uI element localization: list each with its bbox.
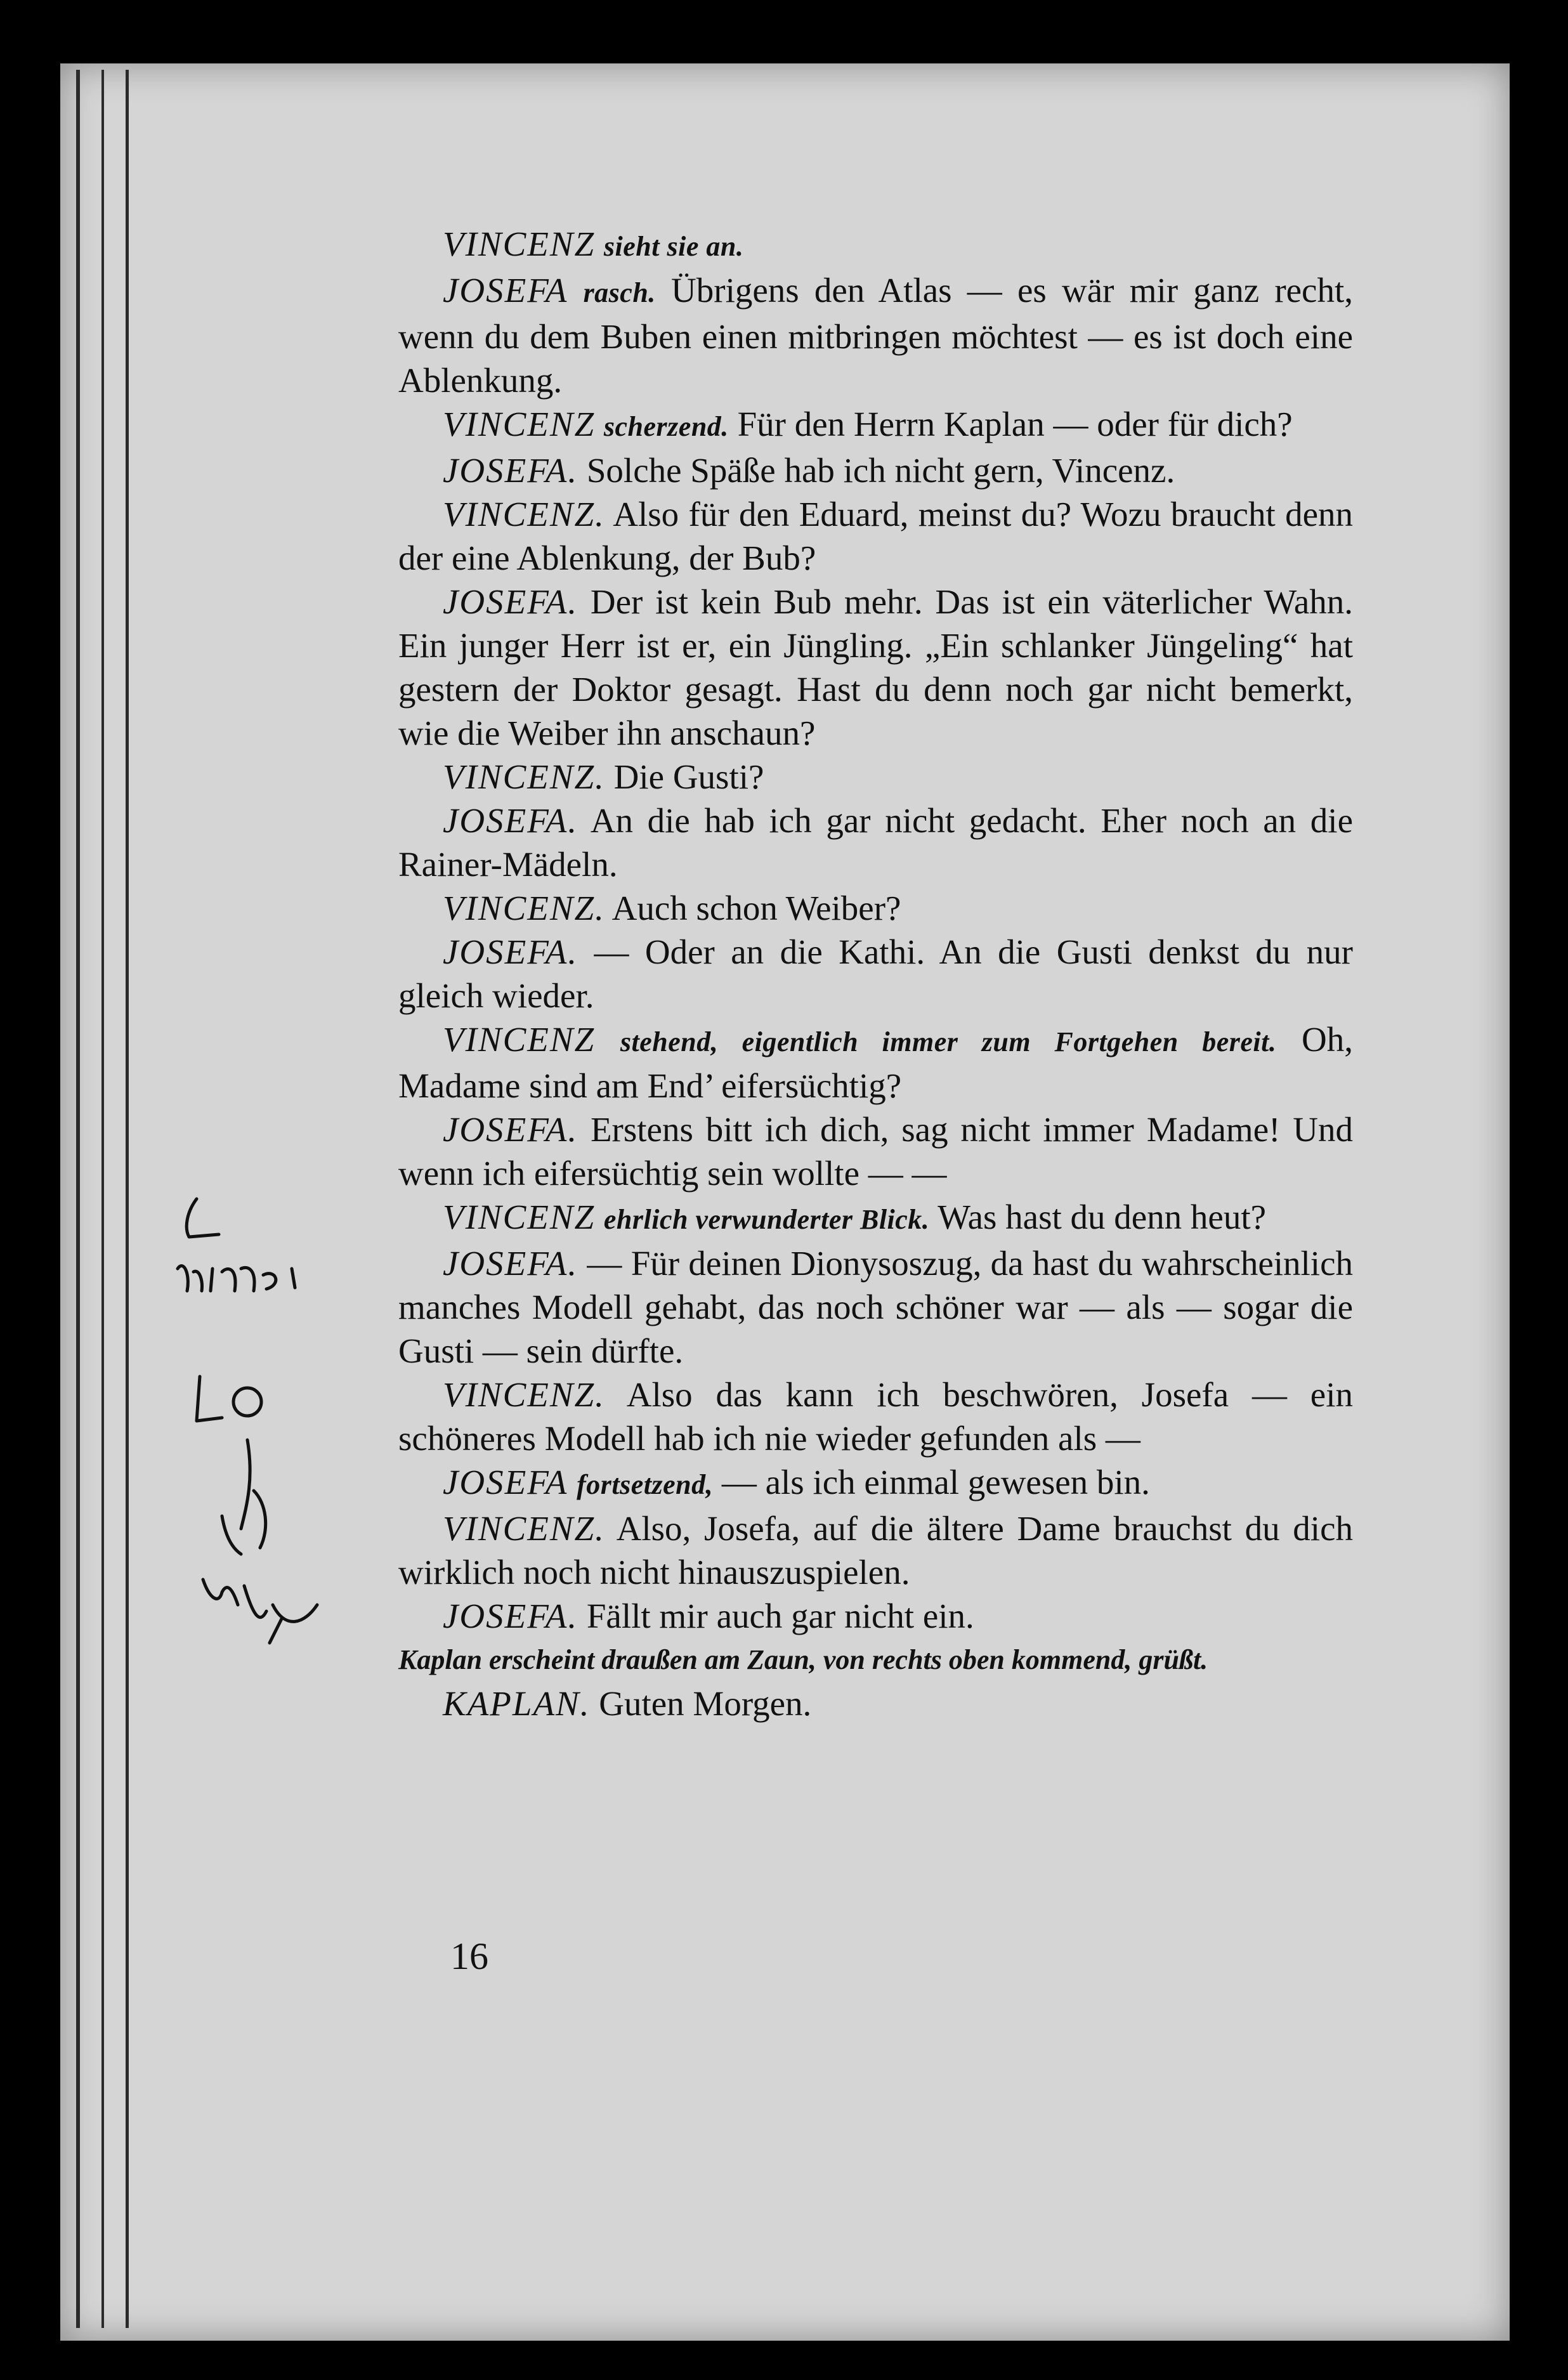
dialogue-line [398, 492, 1353, 580]
speaker-name: KAPLAN. [443, 1684, 591, 1723]
handwritten-margin-notes-icon [159, 1174, 368, 1681]
dialogue-text: Auch schon Weiber? [611, 889, 901, 927]
dialogue-line [398, 755, 1353, 799]
dialogue-line [398, 402, 1353, 448]
dialogue-line [398, 1195, 1353, 1241]
dialogue-text: Erstens bitt ich dich, sag nicht immer Madame! Und wenn ich eifersüchtig sein wollte — — [398, 1110, 1354, 1193]
dialogue-text: Der ist kein Bub mehr. Das ist ein väterlicher Wahn. Ein junger Herr ist er, ein Jüngling. „Ein schlanker Jüngeling“ hat gestern der Doktor gesagt. Hast du denn noch gar nicht bemerkt, wie die Weiber ihn anschaun? [398, 582, 1354, 752]
play-text [398, 222, 1353, 1725]
stage-direction: Kaplan erscheint draußen am Zaun, von rechts oben kommend, grüßt. [398, 1644, 1208, 1675]
dialogue-line [398, 1594, 1353, 1638]
dialogue-line [398, 448, 1353, 492]
speaker-name: JOSEFA. [443, 1110, 578, 1149]
speaker-name: JOSEFA. [443, 582, 578, 621]
speaker-name: VINCENZ. [443, 1375, 605, 1414]
dialogue-line [398, 580, 1353, 755]
page-edge-line [101, 70, 104, 2328]
dialogue-text: Was hast du denn heut? [938, 1198, 1267, 1236]
dialogue-line [398, 886, 1353, 930]
dialogue-text: — Für deinen Dionysoszug, da hast du wahrscheinlich manches Modell gehabt, das noch schöner war — als — sogar die Gusti — sein dürfte. [398, 1244, 1353, 1370]
speaker-name: VINCENZ. [443, 495, 605, 533]
page-edge-line [126, 70, 129, 2328]
speaker-name: VINCENZ [443, 1020, 596, 1059]
stage-direction: rasch. [583, 277, 656, 308]
dialogue-line [398, 1507, 1353, 1594]
speaker-name: JOSEFA [443, 1463, 568, 1501]
speaker-name: JOSEFA. [443, 451, 578, 490]
dialogue-line [398, 268, 1353, 402]
speaker-name: JOSEFA [443, 271, 568, 310]
dialogue-text: Fällt mir auch gar nicht ein. [586, 1597, 974, 1635]
speaker-name: JOSEFA. [443, 801, 578, 840]
dialogue-text: — als ich einmal gewesen bin. [721, 1463, 1150, 1501]
dialogue-line [398, 799, 1353, 886]
speaker-name: VINCENZ. [443, 1509, 605, 1548]
dialogue-text: Oh, Madame sind am End’ eifersüchtig? [398, 1020, 1354, 1105]
dialogue-line [398, 1682, 1353, 1725]
dialogue-text: Die Gusti? [613, 757, 764, 796]
stage-direction: sieht sie an. [603, 231, 744, 262]
speaker-name: VINCENZ [443, 405, 596, 443]
dialogue-text: Also das kann ich beschwören, Josefa — ein schöneres Modell hab ich nie wieder gefunden als — [398, 1375, 1353, 1458]
dialogue-line [398, 1108, 1353, 1195]
dialogue-text: Für den Herrn Kaplan — oder für dich? [737, 405, 1293, 443]
stage-direction: stehend, eigentlich immer zum Fortgehen bereit. [620, 1026, 1277, 1057]
speaker-name: JOSEFA. [443, 1244, 578, 1283]
dialogue-line [398, 1017, 1353, 1108]
speaker-name: VINCENZ. [443, 889, 605, 927]
dialogue-line [398, 1460, 1353, 1507]
dialogue-text: An die hab ich gar nicht gedacht. Eher noch an die Rainer-Mädeln. [398, 801, 1354, 884]
dialogue-line [398, 1373, 1353, 1460]
speaker-name: VINCENZ. [443, 757, 605, 796]
dialogue-line [398, 222, 1353, 268]
stage-direction: fortsetzend, [577, 1469, 714, 1500]
dialogue-line [398, 1241, 1353, 1373]
speaker-name: JOSEFA. [443, 932, 578, 971]
speaker-name: JOSEFA. [443, 1597, 578, 1635]
dialogue-text: Übrigens den Atlas — es wär mir ganz recht, wenn du dem Buben einen mitbringen möchtest — es ist doch eine Ablenkung. [398, 271, 1353, 400]
page-edge-line [76, 70, 80, 2328]
stage-direction: scherzend. [603, 411, 729, 442]
speaker-name: VINCENZ [443, 1198, 596, 1236]
dialogue-text: Also für den Eduard, meinst du? Wozu braucht denn der eine Ablenkung, der Bub? [398, 495, 1353, 577]
dialogue-text: Also, Josefa, auf die ältere Dame brauchst du dich wirklich noch nicht hinauszuspielen. [398, 1509, 1353, 1592]
dialogue-text: Guten Morgen. [599, 1684, 812, 1723]
speaker-name: VINCENZ [443, 225, 596, 263]
stage-direction: ehrlich verwunderter Blick. [603, 1204, 930, 1235]
page-number: 16 [450, 1935, 488, 1977]
dialogue-text: — Oder an die Kathi. An die Gusti denkst du nur gleich wieder. [398, 932, 1353, 1015]
dialogue-text: Solche Späße hab ich nicht gern, Vincenz. [586, 451, 1175, 490]
dialogue-line [398, 930, 1353, 1017]
